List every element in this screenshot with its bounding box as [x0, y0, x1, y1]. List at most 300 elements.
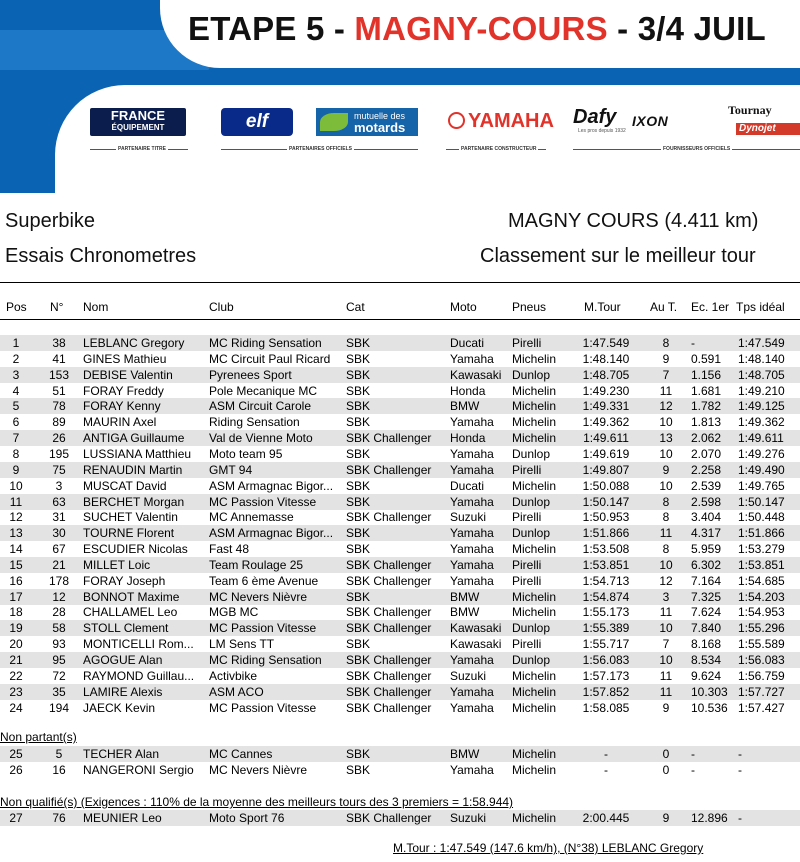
cell-mtour: 1:48.705	[582, 367, 630, 382]
cell-cat: SBK Challenger	[346, 653, 432, 667]
cell-moto: Yamaha	[450, 526, 494, 541]
cell-pneus: Dunlop	[512, 526, 551, 541]
table-row	[0, 398, 800, 414]
cell-pneus: Michelin	[512, 605, 557, 620]
col-aut: Au T.	[650, 300, 678, 314]
event-title-venue: MAGNY-COURS	[354, 10, 608, 47]
cell-aut: 7	[662, 367, 670, 382]
cell-nom: MUSCAT David	[83, 478, 167, 493]
cell-aut: 8	[662, 542, 670, 557]
cell-cat: SBK	[346, 415, 371, 430]
table-row	[0, 810, 800, 826]
cell-moto: Yamaha	[450, 462, 494, 477]
cell-mtour: 1:48.140	[582, 351, 630, 366]
cell-pos: 5	[12, 399, 20, 414]
cell-pneus: Pirelli	[512, 336, 542, 350]
cell-pos: 22	[9, 668, 23, 683]
cell-pneus: Pirelli	[512, 462, 542, 477]
cell-nom: FORAY Freddy	[83, 383, 164, 398]
cell-moto: Yamaha	[450, 573, 494, 588]
cell-ideal: 1:50.147	[738, 494, 785, 509]
cell-cat: SBK	[346, 589, 371, 604]
cell-aut: 13	[659, 431, 673, 446]
event-banner	[0, 0, 800, 193]
cell-cat: SBK	[346, 351, 371, 366]
cell-num: 67	[52, 542, 66, 557]
cell-ecart: 9.624	[691, 668, 722, 683]
dafy-tagline: Les pros depuis 1932	[578, 128, 626, 134]
cell-ideal: 1:48.705	[738, 367, 785, 382]
table-row	[0, 700, 800, 716]
cell-pos: 20	[9, 637, 23, 652]
cell-cat: SBK Challenger	[346, 557, 432, 572]
cell-nom: AGOGUE Alan	[83, 653, 163, 667]
caption-fournisseurs-officiels: FOURNISSEURS OFFICIELS	[663, 146, 731, 152]
cell-moto: Suzuki	[450, 811, 487, 825]
cell-cat: SBK	[346, 478, 371, 493]
cell-moto: Yamaha	[450, 684, 494, 699]
cell-moto: BMW	[450, 605, 480, 620]
cell-pneus: Pirelli	[512, 573, 542, 588]
cell-moto: Honda	[450, 383, 486, 398]
table-row	[0, 383, 800, 399]
cell-mtour: 1:50.147	[582, 494, 630, 509]
cell-cat: SBK	[346, 399, 371, 414]
cell-pneus: Dunlop	[512, 367, 551, 382]
cell-club: MC Nevers Nièvre	[209, 762, 308, 777]
cell-mtour: 1:47.549	[582, 336, 630, 350]
cell-ideal: 1:57.427	[738, 700, 785, 715]
cell-ecart: 4.317	[691, 526, 722, 541]
cell-ecart: 6.302	[691, 557, 722, 572]
cell-nom: ANTIGA Guillaume	[83, 431, 185, 446]
cell-pneus: Michelin	[512, 399, 557, 414]
cell-cat: SBK Challenger	[346, 573, 432, 588]
cell-mtour: -	[604, 762, 608, 777]
cell-nom: MEUNIER Leo	[83, 811, 162, 825]
cell-moto: Yamaha	[450, 446, 494, 461]
cell-mtour: 1:57.173	[582, 668, 630, 683]
category-heading: Superbike	[5, 210, 96, 232]
table-row	[0, 620, 800, 636]
cell-ideal: 1:53.279	[738, 542, 785, 557]
cell-moto: Yamaha	[450, 494, 494, 509]
cell-pos: 24	[9, 700, 23, 715]
cell-ideal: 1:48.140	[738, 351, 785, 366]
cell-moto: Yamaha	[450, 762, 494, 777]
cell-aut: 9	[662, 462, 670, 477]
cell-ecart: -	[691, 747, 695, 761]
cell-ideal: 1:53.851	[738, 557, 785, 572]
cell-cat: SBK	[346, 526, 371, 541]
cell-club: Val de Vienne Moto	[209, 431, 313, 446]
cell-club: Team Roulage 25	[209, 557, 304, 572]
cell-ecart: 2.070	[691, 446, 722, 461]
cell-aut: 0	[662, 747, 670, 761]
cell-mtour: -	[604, 747, 608, 761]
cell-pos: 18	[9, 605, 23, 620]
cell-moto: Yamaha	[450, 653, 494, 667]
table-row	[0, 335, 800, 351]
cell-ecart: 2.062	[691, 431, 722, 446]
table-row	[0, 684, 800, 700]
cell-club: Pole Mecanique MC	[209, 383, 318, 398]
cell-pos: 26	[9, 762, 23, 777]
cell-mtour: 1:49.807	[582, 462, 630, 477]
table-row	[0, 541, 800, 557]
cell-nom: NANGERONI Sergio	[83, 762, 194, 777]
cell-moto: Yamaha	[450, 415, 494, 430]
cell-ideal: 1:54.953	[738, 605, 785, 620]
cell-club: LM Sens TT	[209, 637, 275, 652]
cell-pneus: Michelin	[512, 747, 557, 761]
cell-cat: SBK	[346, 383, 371, 398]
best-lap-footer: M.Tour : 1:47.549 (147.6 km/h), (N°38) LEBLANC Gregory	[393, 841, 704, 855]
cell-num: 178	[48, 573, 70, 588]
cell-num: 41	[52, 351, 66, 366]
cell-moto: Ducati	[450, 478, 485, 493]
col-pos: Pos	[6, 300, 27, 314]
cell-ideal: -	[738, 747, 742, 761]
cell-ecart: 10.536	[691, 700, 728, 715]
cell-ideal: -	[738, 811, 742, 825]
cell-num: 21	[52, 557, 66, 572]
cell-mtour: 1:53.508	[582, 542, 630, 557]
cell-nom: STOLL Clement	[83, 621, 169, 636]
dynojet-logo: Dynojet	[736, 123, 800, 135]
cell-cat: SBK	[346, 336, 371, 350]
cell-ecart: 7.164	[691, 573, 722, 588]
cell-nom: TOURNE Florent	[83, 526, 175, 541]
cell-aut: 11	[659, 684, 673, 699]
cell-num: 194	[48, 700, 70, 715]
cell-club: ASM Armagnac Bigor...	[209, 526, 334, 541]
cell-mtour: 1:55.389	[582, 621, 630, 636]
table-row	[0, 557, 800, 573]
cell-club: MC Annemasse	[209, 510, 294, 525]
cell-pos: 19	[9, 621, 23, 636]
cell-pneus: Michelin	[512, 415, 557, 430]
cell-cat: SBK	[346, 367, 371, 382]
cell-nom: LAMIRE Alexis	[83, 684, 163, 699]
table-row	[0, 414, 800, 430]
cell-club: MC Passion Vitesse	[209, 494, 317, 509]
cell-pneus: Michelin	[512, 668, 557, 683]
cell-pos: 21	[9, 653, 23, 667]
cell-mtour: 1:49.362	[582, 415, 630, 430]
col-pneus: Pneus	[512, 300, 547, 314]
table-row	[0, 478, 800, 494]
cell-moto: Kawasaki	[450, 637, 502, 652]
cell-aut: 10	[659, 478, 673, 493]
table-row	[0, 636, 800, 652]
cell-cat: SBK	[346, 747, 371, 761]
caption-partenaires-officiels: PARTENAIRES OFFICIELS	[289, 146, 352, 152]
yamaha-emblem-icon	[448, 112, 465, 129]
cell-nom: LEBLANC Gregory	[83, 336, 185, 350]
col-club: Club	[209, 300, 234, 314]
cell-aut: 9	[662, 811, 670, 825]
cell-ideal: 1:49.125	[738, 399, 785, 414]
cell-aut: 10	[659, 557, 673, 572]
cell-nom: DEBISE Valentin	[83, 367, 173, 382]
cell-pneus: Dunlop	[512, 653, 551, 667]
cell-mtour: 1:53.851	[582, 557, 630, 572]
cell-num: 31	[52, 510, 66, 525]
cell-pneus: Dunlop	[512, 494, 551, 509]
cell-num: 72	[52, 668, 66, 683]
cell-moto: BMW	[450, 589, 480, 604]
cell-pos: 13	[9, 526, 23, 541]
cell-ecart: 7.840	[691, 621, 722, 636]
cell-aut: 10	[659, 446, 673, 461]
col-cat: Cat	[346, 300, 365, 314]
non-partant-label: Non partant(s)	[0, 730, 77, 744]
cell-club: MC Riding Sensation	[209, 653, 322, 667]
cell-num: 63	[52, 494, 66, 509]
cell-nom: BERCHET Morgan	[83, 494, 185, 509]
ranking-heading: Classement sur le meilleur tour	[480, 245, 756, 267]
cell-aut: 7	[662, 637, 670, 652]
cell-ecart: 1.156	[691, 367, 722, 382]
cell-moto: Yamaha	[450, 351, 494, 366]
cell-nom: RAYMOND Guillau...	[83, 668, 195, 683]
cell-aut: 11	[659, 526, 673, 541]
table-row	[0, 604, 800, 620]
cell-ideal: 1:49.490	[738, 462, 785, 477]
cell-num: 12	[52, 589, 66, 604]
cell-pneus: Michelin	[512, 351, 557, 366]
cell-mtour: 1:56.083	[582, 653, 630, 667]
cell-moto: BMW	[450, 747, 480, 761]
cell-mtour: 1:55.173	[582, 605, 630, 620]
cell-aut: 9	[662, 351, 670, 366]
cell-ecart: 2.539	[691, 478, 722, 493]
cell-club: MC Cannes	[209, 747, 273, 761]
cell-nom: GINES Mathieu	[83, 351, 167, 366]
cell-moto: Honda	[450, 431, 486, 446]
cell-ideal: 1:51.866	[738, 526, 785, 541]
cell-pos: 7	[12, 431, 20, 446]
cell-ecart: 8.168	[691, 637, 722, 652]
cell-pneus: Michelin	[512, 684, 557, 699]
cell-cat: SBK	[346, 494, 371, 509]
cell-pos: 27	[9, 811, 23, 825]
caption-partenaire-constructeur: PARTENAIRE CONSTRUCTEUR	[461, 146, 537, 152]
cell-mtour: 1:58.085	[582, 700, 630, 715]
cell-pneus: Michelin	[512, 383, 557, 398]
ixon-logo: IXON	[632, 113, 669, 129]
cell-moto: Ducati	[450, 336, 485, 350]
cell-num: 95	[52, 653, 66, 667]
sponsor-box	[55, 85, 800, 193]
cell-mtour: 1:49.331	[582, 399, 630, 414]
cell-pneus: Pirelli	[512, 510, 542, 525]
cell-ecart: 1.782	[691, 399, 722, 414]
cell-aut: 12	[659, 399, 673, 414]
cell-ecart: 8.534	[691, 653, 722, 667]
caption-partenaire-titre: PARTENAIRE TITRE	[118, 146, 166, 152]
cell-club: MC Riding Sensation	[209, 336, 322, 350]
cell-aut: 11	[659, 668, 673, 683]
cell-ideal: 1:54.685	[738, 573, 785, 588]
cell-moto: Kawasaki	[450, 621, 502, 636]
cell-nom: LUSSIANA Matthieu	[83, 446, 192, 461]
elf-logo: elf	[221, 108, 293, 136]
cell-club: MC Circuit Paul Ricard	[209, 351, 331, 366]
cell-moto: Yamaha	[450, 700, 494, 715]
col-mtour: M.Tour	[584, 300, 621, 314]
cell-club: MC Nevers Nièvre	[209, 589, 308, 604]
cell-ideal: 1:55.296	[738, 621, 785, 636]
cell-nom: FORAY Kenny	[83, 399, 161, 414]
cell-pos: 1	[12, 336, 20, 350]
cell-pos: 14	[9, 542, 23, 557]
cell-ecart: 12.896	[691, 811, 728, 825]
cell-club: Fast 48	[209, 542, 250, 557]
cell-num: 89	[52, 415, 66, 430]
cell-nom: RENAUDIN Martin	[83, 462, 183, 477]
cell-pos: 2	[12, 351, 20, 366]
cell-cat: SBK	[346, 762, 371, 777]
cell-nom: SUCHET Valentin	[83, 510, 178, 525]
cell-num: 153	[48, 367, 70, 382]
cell-mtour: 1:55.717	[582, 637, 630, 652]
cell-aut: 8	[662, 494, 670, 509]
cell-cat: SBK Challenger	[346, 684, 432, 699]
cell-cat: SBK Challenger	[346, 462, 432, 477]
cell-cat: SBK	[346, 637, 371, 652]
cell-mtour: 2:00.445	[582, 811, 630, 825]
cell-num: 38	[52, 336, 66, 350]
cell-nom: FORAY Joseph	[83, 573, 166, 588]
cell-aut: 8	[662, 510, 670, 525]
cell-num: 30	[52, 526, 66, 541]
cell-num: 28	[52, 605, 66, 620]
cell-pneus: Michelin	[512, 589, 557, 604]
col-ecart: Ec. 1er	[691, 300, 730, 314]
cell-num: 93	[52, 637, 66, 652]
cell-club: ASM ACO	[209, 684, 264, 699]
cell-club: Riding Sensation	[209, 415, 300, 430]
cell-ideal: 1:49.276	[738, 446, 785, 461]
cell-ideal: 1:50.448	[738, 510, 785, 525]
cell-mtour: 1:54.713	[582, 573, 630, 588]
cell-ideal: 1:56.759	[738, 668, 785, 683]
cell-club: MC Passion Vitesse	[209, 621, 317, 636]
cell-club: MC Passion Vitesse	[209, 700, 317, 715]
cell-club: MGB MC	[209, 605, 259, 620]
france-equipement-logo: FRANCE ÉQUIPEMENT	[90, 108, 186, 136]
cell-ideal: 1:49.765	[738, 478, 785, 493]
header-rule	[0, 282, 800, 283]
cell-pneus: Michelin	[512, 811, 557, 825]
cell-club: GMT 94	[209, 462, 253, 477]
cell-mtour: 1:50.088	[582, 478, 630, 493]
cell-pos: 4	[12, 383, 20, 398]
cell-pneus: Dunlop	[512, 446, 551, 461]
cell-ideal: -	[738, 762, 742, 777]
cell-num: 58	[52, 621, 66, 636]
cell-pos: 8	[12, 446, 20, 461]
cell-club: Moto team 95	[209, 446, 283, 461]
cell-mtour: 1:49.230	[582, 383, 630, 398]
table-row	[0, 573, 800, 589]
cell-ecart: 5.959	[691, 542, 722, 557]
cell-num: 195	[48, 446, 70, 461]
cell-pos: 11	[9, 494, 23, 509]
table-row	[0, 668, 800, 684]
cell-club: Moto Sport 76	[209, 811, 285, 825]
leaf-icon	[320, 113, 348, 131]
cell-ideal: 1:55.589	[738, 637, 785, 652]
cell-cat: SBK Challenger	[346, 605, 432, 620]
table-row	[0, 746, 800, 762]
cell-club: ASM Armagnac Bigor...	[209, 478, 334, 493]
cell-mtour: 1:49.619	[582, 446, 630, 461]
cell-pos: 25	[9, 747, 23, 761]
cell-club: Activbike	[209, 668, 258, 683]
cell-pos: 12	[9, 510, 23, 525]
cell-ecart: 7.624	[691, 605, 722, 620]
cell-moto: Yamaha	[450, 557, 494, 572]
col-num: N°	[50, 300, 64, 314]
circuit-heading: MAGNY COURS (4.411 km)	[508, 210, 759, 232]
cell-num: 16	[52, 762, 66, 777]
table-row	[0, 652, 800, 668]
cell-mtour: 1:54.874	[582, 589, 630, 604]
cell-nom: MONTICELLI Rom...	[83, 637, 194, 652]
cell-pneus: Michelin	[512, 700, 557, 715]
cell-club: Team 6 ème Avenue	[209, 573, 319, 588]
table-header-rule	[0, 319, 800, 320]
tournay-logo: Tournay	[728, 103, 772, 117]
cell-ecart: -	[691, 336, 695, 350]
table-row	[0, 589, 800, 605]
col-moto: Moto	[450, 300, 477, 314]
cell-ecart: 10.303	[691, 684, 728, 699]
cell-aut: 12	[659, 573, 673, 588]
cell-ecart: 7.325	[691, 589, 722, 604]
cell-nom: JAECK Kevin	[83, 700, 156, 715]
cell-nom: MILLET Loic	[83, 557, 151, 572]
table-row	[0, 367, 800, 383]
cell-ecart: 1.813	[691, 415, 722, 430]
cell-club: Pyrenees Sport	[209, 367, 292, 382]
cell-ideal: 1:56.083	[738, 653, 785, 667]
cell-cat: SBK	[346, 446, 371, 461]
cell-num: 5	[55, 747, 63, 761]
cell-cat: SBK Challenger	[346, 431, 432, 446]
non-qualifie-label: Non qualifié(s) (Exigences : 110% de la moyenne des meilleurs tours des 3 premiers = 1:58.944)	[0, 795, 514, 809]
table-row	[0, 351, 800, 367]
cell-aut: 0	[662, 762, 670, 777]
table-row	[0, 509, 800, 525]
cell-nom: TECHER Alan	[83, 747, 160, 761]
cell-num: 26	[52, 431, 66, 446]
cell-pos: 17	[9, 589, 23, 604]
cell-nom: ESCUDIER Nicolas	[83, 542, 188, 557]
cell-cat: SBK Challenger	[346, 621, 432, 636]
table-row	[0, 525, 800, 541]
table-row	[0, 446, 800, 462]
cell-pneus: Dunlop	[512, 621, 551, 636]
cell-mtour: 1:57.852	[582, 684, 630, 699]
col-ideal: Tps idéal	[736, 300, 785, 314]
cell-nom: MAURIN Axel	[83, 415, 157, 430]
cell-nom: BONNOT Maxime	[83, 589, 180, 604]
cell-ecart: 2.258	[691, 462, 722, 477]
